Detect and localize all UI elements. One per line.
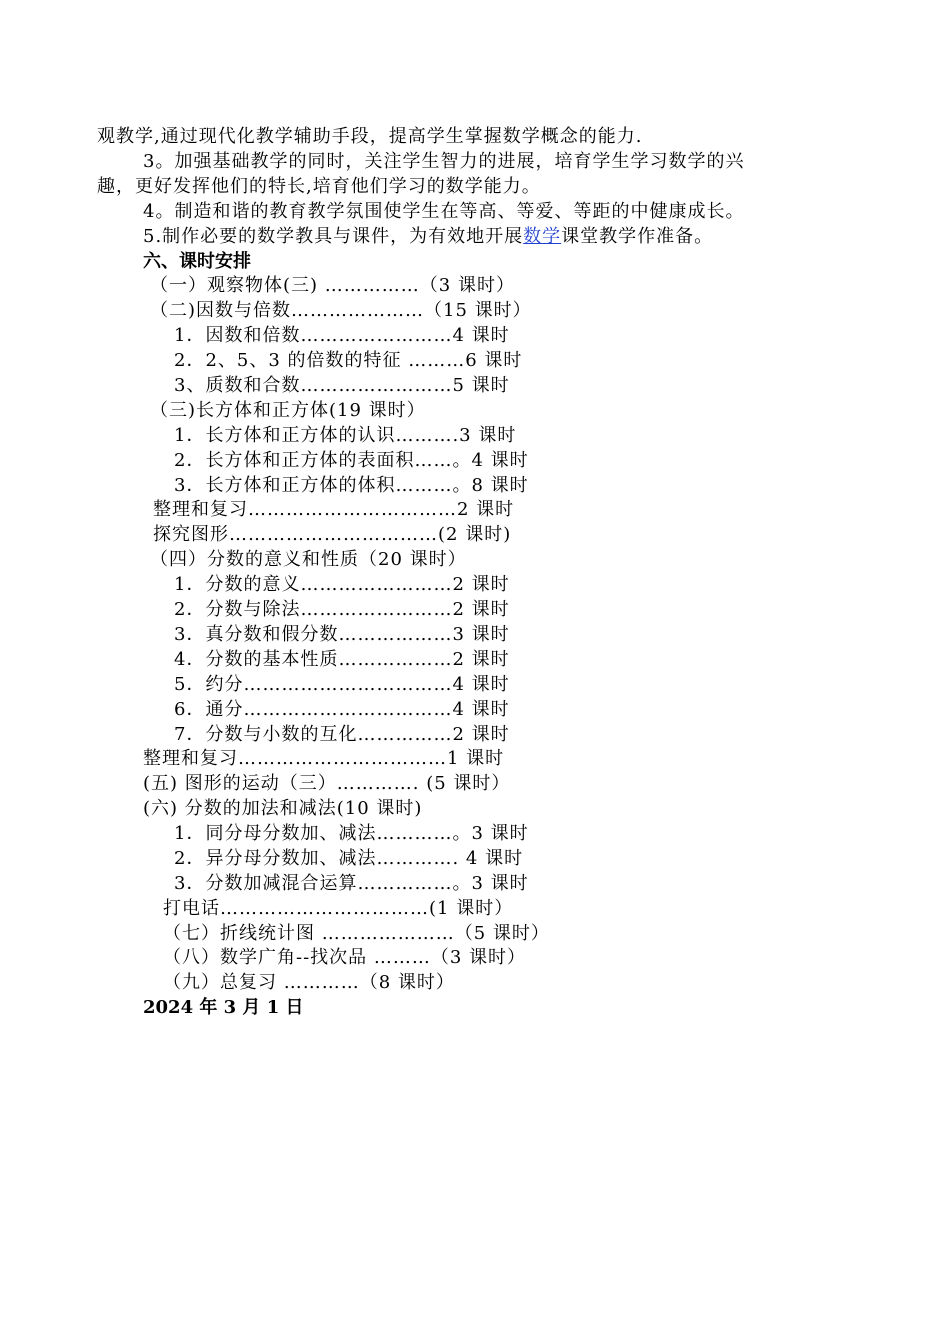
schedule-unit-8: （八）数学广角--找次品 ………（3 课时）	[163, 947, 527, 968]
intro-item-5-text-before: 5.制作必要的数学教具与课件，为有效地开展	[143, 226, 524, 247]
schedule-item: 2．异分母分数加、减法…………. 4 课时	[174, 848, 524, 869]
schedule-item: 3．分数加减混合运算……………。3 课时	[174, 873, 529, 894]
schedule-item: 1．分数的意义……………………2 课时	[174, 574, 510, 595]
schedule-item: 7．分数与小数的互化……………2 课时	[174, 724, 510, 745]
schedule-unit-7: （七）折线统计图 …………………（5 课时）	[163, 923, 550, 944]
intro-item-4: 4。制造和谐的教育教学氛围使学生在等高、等爱、等距的中健康成长。	[143, 201, 745, 222]
schedule-unit-6: (六) 分数的加法和减法(10 课时)	[143, 798, 423, 819]
intro-line-1: 观教学,通过现代化教学辅助手段，提高学生掌握数学概念的能力.	[97, 126, 643, 147]
schedule-item: 1．长方体和正方体的认识……….3 课时	[174, 425, 517, 446]
schedule-unit-4: （四）分数的意义和性质（20 课时）	[150, 549, 467, 570]
math-link[interactable]: 数学	[523, 226, 562, 247]
schedule-item: 2．分数与除法……………………2 课时	[174, 599, 510, 620]
schedule-unit-9: （九）总复习 …………（8 课时）	[163, 972, 455, 993]
schedule-item: 1．同分母分数加、减法…………。3 课时	[174, 823, 529, 844]
schedule-explore: 探究图形……………………………(2 课时)	[153, 524, 512, 545]
schedule-phone: 打电话……………………………(1 课时）	[163, 898, 514, 919]
schedule-item: 6．通分……………………………4 课时	[174, 699, 510, 720]
schedule-item: 3．真分数和假分数………………3 课时	[174, 624, 510, 645]
schedule-item: 2．长方体和正方体的表面积……。4 课时	[174, 450, 529, 471]
schedule-unit-5: (五) 图形的运动（三）…………. (5 课时）	[143, 773, 511, 794]
intro-item-3-line-2: 趣，更好发挥他们的特长,培育他们学习的数学能力。	[97, 176, 541, 197]
intro-item-5	[143, 225, 713, 249]
schedule-item: 1．因数和倍数……………………4 课时	[174, 325, 510, 346]
schedule-item: 4．分数的基本性质………………2 课时	[174, 649, 510, 670]
section-heading: 六、课时安排	[143, 251, 251, 272]
schedule-item: 3．长方体和正方体的体积………。8 课时	[174, 475, 529, 496]
intro-item-3-line-1: 3。加强基础教学的同时，关注学生智力的进展，培育学生学习数学的兴	[143, 151, 745, 172]
schedule-item: 3、质数和合数……………………5 课时	[174, 375, 510, 396]
intro-item-5-text-after: 课堂教学作准备。	[561, 226, 714, 247]
document-date: 2024 年 3 月 1 日	[143, 997, 304, 1018]
schedule-unit-2: （二)因数与倍数…………………（15 课时）	[150, 300, 532, 321]
schedule-unit-3: （三)长方体和正方体(19 课时）	[150, 400, 426, 421]
schedule-item: 5．约分……………………………4 课时	[174, 674, 510, 695]
schedule-unit-1: （一）观察物体(三) ……………（3 课时）	[150, 275, 515, 296]
schedule-item: 2．2、5、3 的倍数的特征 ………6 课时	[174, 350, 523, 371]
schedule-review: 整理和复习……………………………1 课时	[143, 748, 505, 769]
schedule-review: 整理和复习……………………………2 课时	[153, 499, 515, 520]
